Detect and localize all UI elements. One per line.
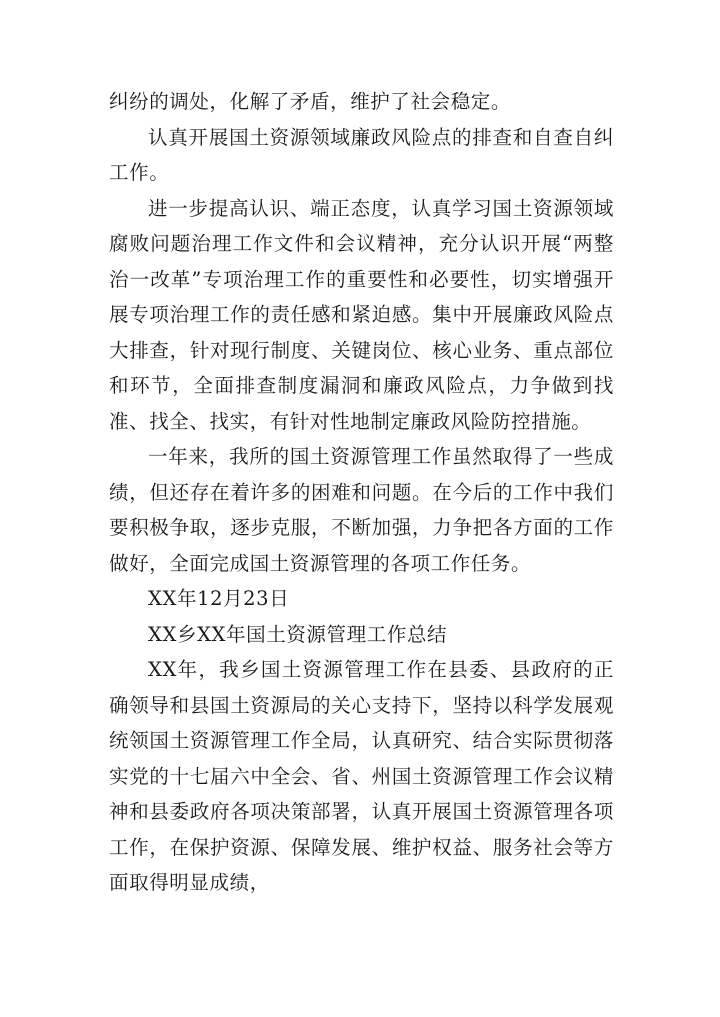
paragraph-continuation: 纠纷的调处，化解了矛盾，维护了社会稳定。 (109, 90, 512, 113)
document-title: XX乡XX年国土资源管理工作总结 (148, 622, 448, 646)
paragraph-year-summary: 一年来，我所的国土资源管理工作虽然取得了一些成绩，但还存在着许多的困难和问题。在今后的工作中我们要积极争取，逐步克服，不断加强，力争把各方面的工作做好，全面完成国土资源管理的各项工作任务。 (109, 445, 614, 575)
document-body (109, 84, 614, 901)
paragraph-risk-details: 进一步提高认识、端正态度，认真学习国土资源领域腐败问题治理工作文件和会议精神，充分认识开展“两整治一改革”专项治理工作的重要性和必要性，切实增强开展专项治理工作的责任感和紧迫感。集中开展廉政风险点大排查，针对现行制度、关键岗位、核心业务、重点部位和环节，全面排查制度漏洞和廉政风险点，力争做到找准、找全、找实，有针对性地制定廉政风险防控措施。 (109, 196, 614, 433)
paragraph-heading-risk-check: 认真开展国土资源领域廉政风险点的排查和自查自纠工作。 (109, 125, 614, 184)
paragraph-intro: XX年，我乡国土资源管理工作在县委、县政府的正确领导和县国土资源局的关心支持下，坚持以科学发展观统领国土资源管理工作全局，认真研究、结合实际贯彻落实党的十七届六中全会、省、州国土资源管理工作会议精神和县委政府各项决策部署，认真开展国土资源管理各项工作，在保护资源、保障发展、维护权益、服务社会等方面取得明显成绩， (109, 658, 614, 894)
document-date: XX年12月23日 (148, 587, 290, 610)
